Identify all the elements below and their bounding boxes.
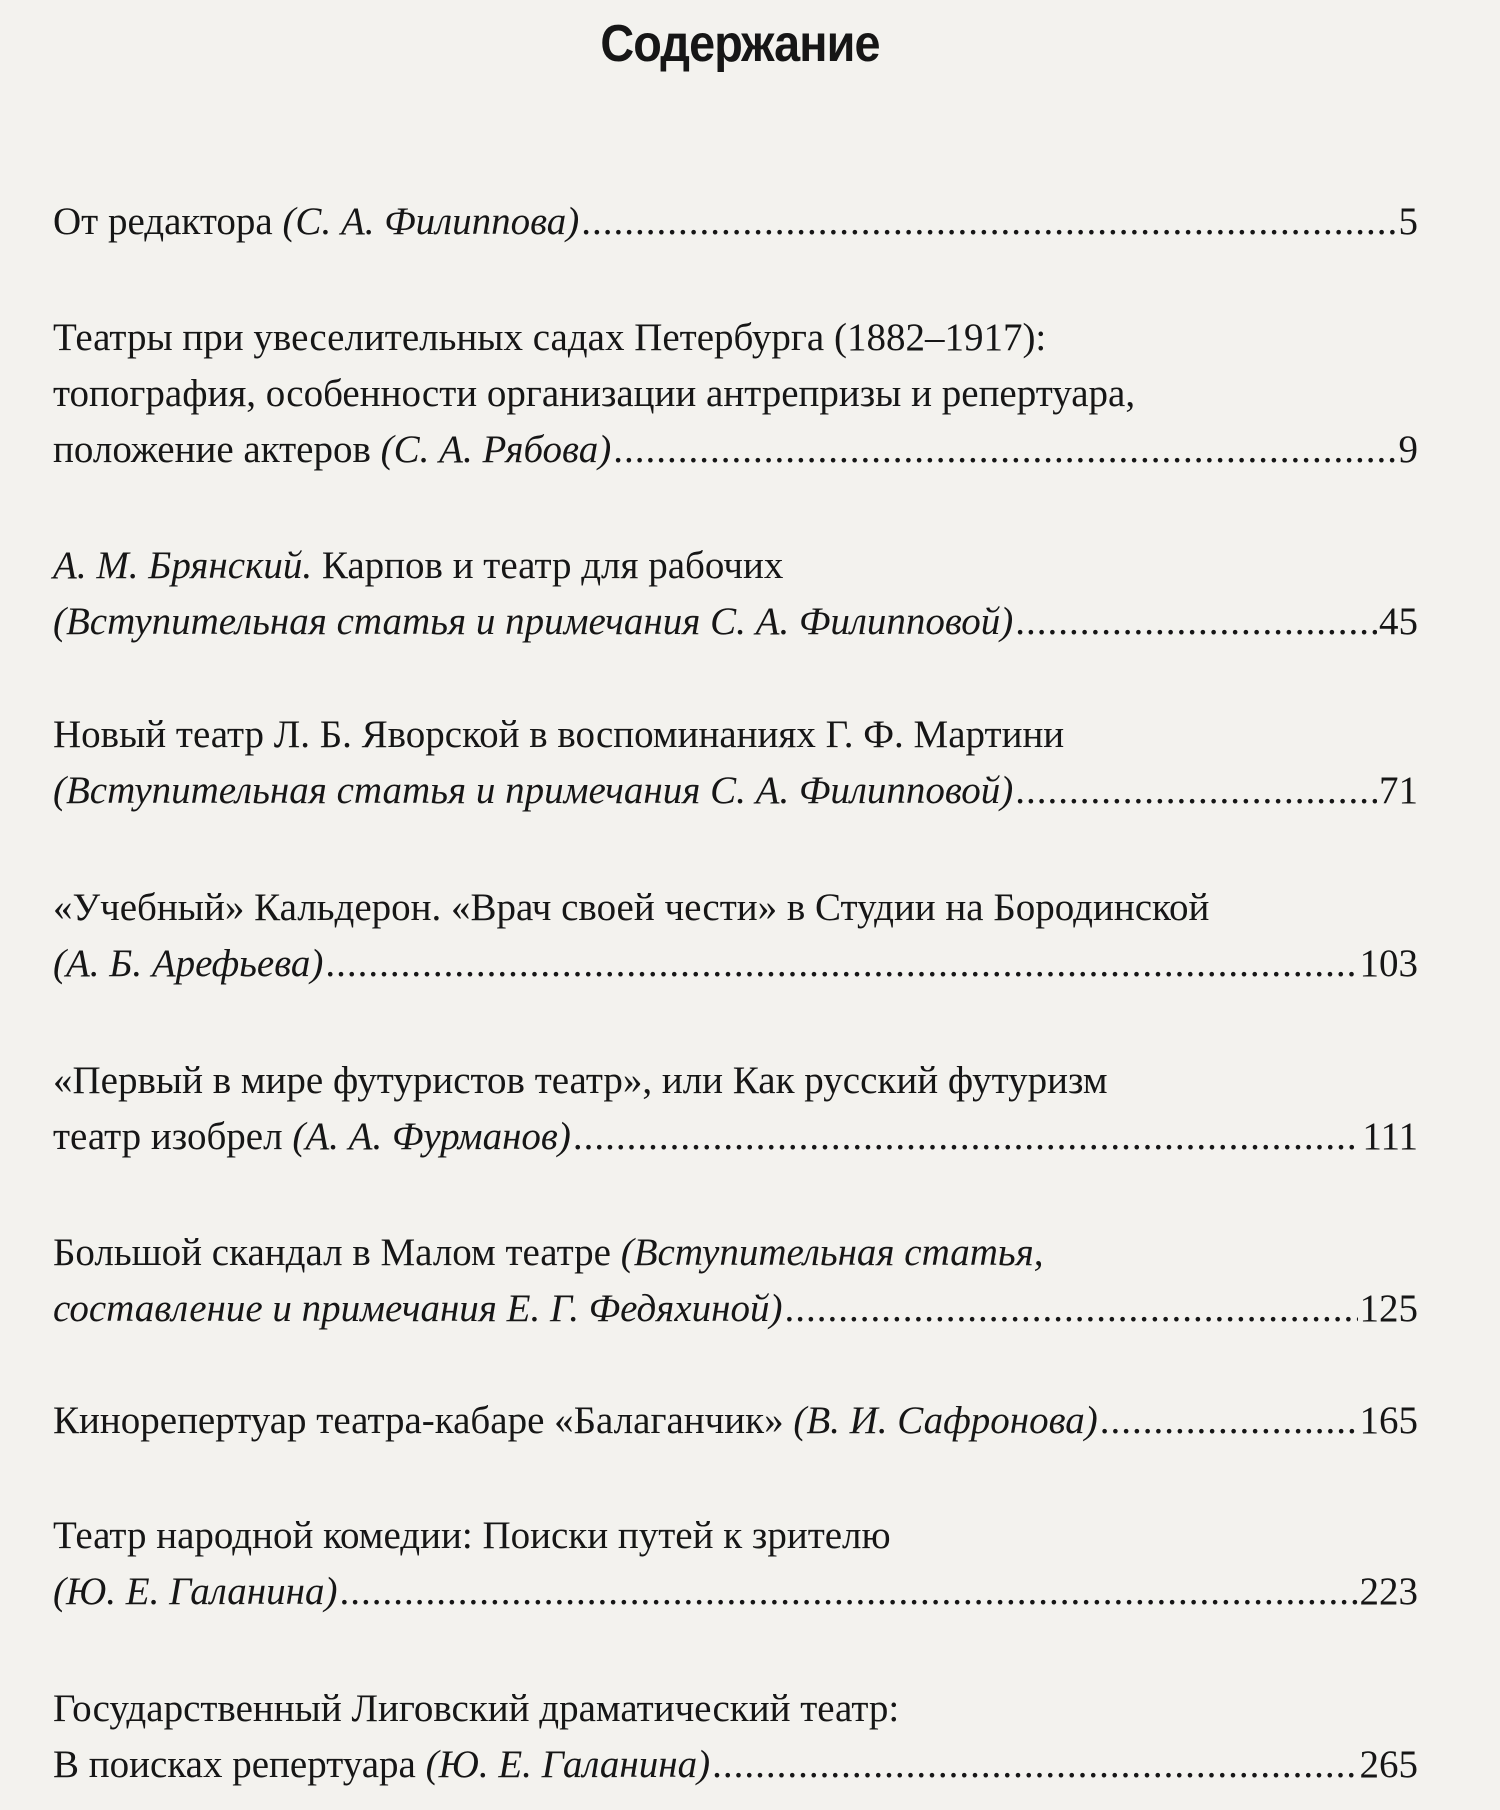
toc-line [53,1053,1418,1109]
toc-line [53,1281,1418,1337]
page-number: 9 [1398,428,1418,471]
toc-entry[interactable] [53,1508,1418,1620]
entry-title: Государственный Лиговский драматический театр: [53,1687,900,1730]
entry-author: А. М. Брянский. [53,544,313,587]
entry-title: Театры при увеселительных садах Петербурга (1882–1917): [53,316,1047,359]
page-number: 71 [1379,769,1418,812]
toc-line [53,936,1418,992]
leader-dots [1098,1393,1358,1449]
page-number: 165 [1359,1399,1418,1442]
entry-author: (Ю. Е. Галанина) [53,1570,338,1613]
toc-line [53,594,1418,650]
entry-author: (С. А. Рябова) [380,428,612,471]
entry-title: Новый театр Л. Б. Яворской в воспоминаниях Г. Ф. Мартини [53,713,1065,756]
toc-line [53,1225,1418,1281]
entry-author: (Вступительная статья и примечания С. А. Филипповой) [53,769,1014,812]
entry-title: «Первый в мире футуристов театр», или Как русский футуризм [53,1059,1108,1102]
leader-dots [1013,594,1377,650]
page-number: 111 [1362,1115,1418,1158]
toc-line [53,422,1418,478]
leader-dots [571,1109,1361,1165]
leader-dots [579,194,1396,250]
toc-entry[interactable] [53,1393,1418,1449]
entry-title: положение актеров [53,428,381,471]
entry-author: (Вступительная статья, [620,1231,1044,1274]
page-number: 125 [1359,1287,1418,1330]
entry-title: Карпов и театр для рабочих [312,544,784,587]
toc-line [53,880,1418,936]
page-number: 223 [1359,1570,1418,1613]
toc-line [53,1393,1418,1449]
leader-dots [611,422,1396,478]
toc-line [53,310,1418,366]
entry-title: В поисках репертуара [53,1743,426,1786]
entry-author: (В. И. Сафронова) [793,1399,1098,1442]
toc-entry[interactable] [53,1681,1418,1793]
leader-dots [1013,763,1377,819]
toc-line [53,1508,1418,1564]
toc-line [53,1681,1418,1737]
toc-line [53,1564,1418,1620]
page-number: 45 [1379,600,1418,643]
entry-author: (Вступительная статья и примечания С. А. Филипповой) [53,600,1014,643]
entry-title: топография, особенности организации антрепризы и репертуара, [53,372,1136,415]
entry-author: (Ю. Е. Галанина) [425,1743,711,1786]
toc-entry[interactable] [53,1225,1418,1337]
toc-entry[interactable] [53,310,1418,478]
entry-author: (А. А. Фурманов) [292,1115,571,1158]
page-number: 103 [1359,942,1418,985]
toc-line [53,194,1418,250]
entry-title: Кинорепертуар театра-кабаре «Балаганчик» [53,1399,794,1442]
page-title: Содержание [600,15,880,73]
entry-title: Большой скандал в Малом театре [53,1231,621,1274]
toc-entry[interactable] [53,707,1418,819]
entry-title: Театр народной комедии: Поиски путей к зрителю [53,1514,891,1557]
leader-dots [323,936,1357,992]
toc-entry[interactable] [53,1053,1418,1165]
toc-line [53,1737,1418,1793]
page-number: 265 [1359,1743,1418,1786]
toc-line [53,1109,1418,1165]
entry-title: «Учебный» Кальдерон. «Врач своей чести» в Студии на Бородинской [53,886,1210,929]
entry-title: театр изобрел [53,1115,293,1158]
entry-author: (А. Б. Арефьева) [53,942,324,985]
entry-title: От редактора [53,200,283,243]
toc-entry[interactable] [53,538,1418,650]
toc-line [53,763,1418,819]
toc-line [53,366,1418,422]
page-number: 5 [1398,200,1418,243]
entry-author: (С. А. Филиппова) [282,200,580,243]
toc-entry[interactable] [53,194,1418,250]
entry-author: составление и примечания Е. Г. Федяхиной) [53,1287,783,1330]
leader-dots [337,1564,1357,1620]
leader-dots [710,1737,1357,1793]
toc-line [53,707,1418,763]
toc-entry[interactable] [53,880,1418,992]
leader-dots [782,1281,1357,1337]
toc-line [53,538,1418,594]
